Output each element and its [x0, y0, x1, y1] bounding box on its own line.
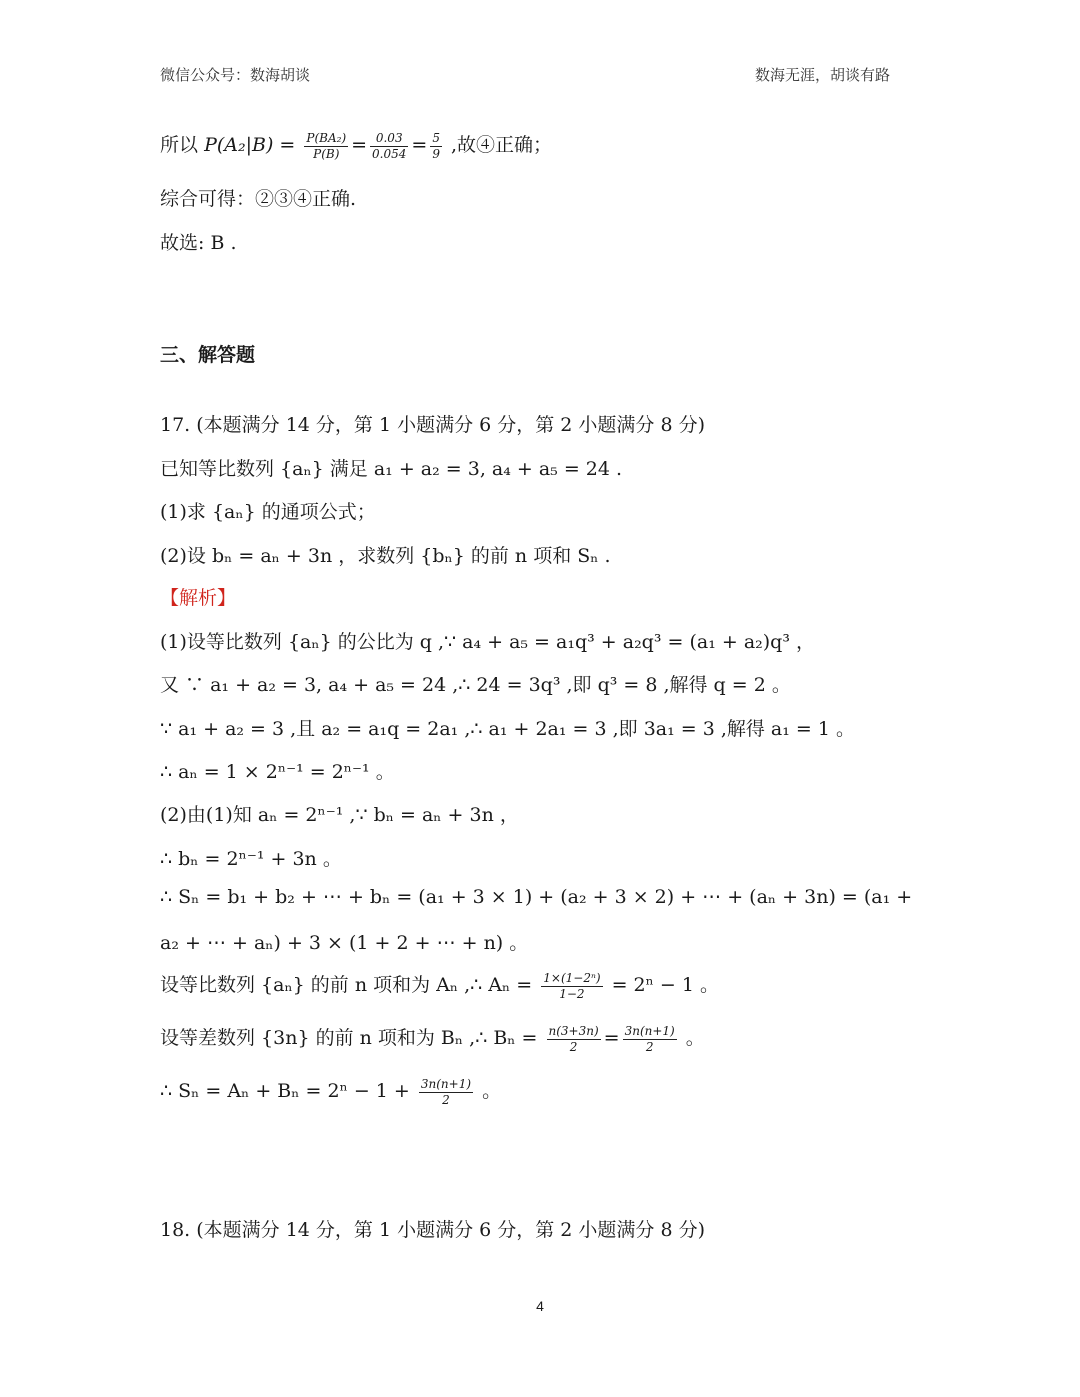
- s10-fraction-1-num: n(3+3n): [548, 1023, 599, 1038]
- prev-lhs: P(A₂|B) =: [204, 134, 296, 156]
- s10-pre: 设等差数列 {3n} 的前 n 项和为 Bₙ ,∴ Bₙ =: [160, 1027, 538, 1049]
- s11-post: 。: [482, 1080, 502, 1102]
- q17-head: 17. (本题满分 14 分，第 1 小题满分 6 分，第 2 小题满分 8 分): [160, 414, 706, 436]
- solution-line-2: 又 ∵ a₁ + a₂ = 3, a₄ + a₅ = 24 ,∴ 24 = 3q³ ,即 q³ = 8 ,解得 q = 2 。: [160, 674, 791, 696]
- solution-line-7: ∴ Sₙ = b₁ + b₂ + ⋯ + bₙ = (a₁ + 3 × 1) + (a₂ + 3 × 2) + ⋯ + (aₙ + 3n) = (a₁ +: [160, 886, 913, 908]
- fraction-3-den: 9: [432, 146, 440, 161]
- fraction-3: [430, 131, 442, 162]
- section-title: 三、解答题: [160, 344, 256, 366]
- fraction-1-num: P(BA₂): [306, 130, 347, 145]
- s9-fraction-num: 1×(1−2ⁿ): [543, 970, 601, 985]
- header-left: 微信公众号：数海胡谈: [160, 66, 311, 84]
- s10-fraction-2-num: 3n(n+1): [624, 1023, 675, 1038]
- prev-suffix: ,故④正确；: [451, 134, 553, 156]
- s10-fraction-1-den: 2: [569, 1039, 578, 1054]
- s11-fraction: [419, 1077, 473, 1108]
- fraction-1: [304, 131, 348, 162]
- solution-line-10: [160, 1023, 705, 1055]
- solution-line-1: (1)设等比数列 {aₙ} 的公比为 q ,∵ a₄ + a₅ = a₁q³ + a₂q³ = (a₁ + a₂)q³ ，: [160, 631, 815, 653]
- s11-pre: ∴ Sₙ = Aₙ + Bₙ = 2ⁿ − 1 +: [160, 1080, 410, 1102]
- fraction-2-den: 0.054: [372, 146, 407, 161]
- q18-head: 18. (本题满分 14 分，第 1 小题满分 6 分，第 2 小题满分 8 分): [160, 1219, 706, 1241]
- prev-prefix: 所以: [160, 134, 199, 156]
- header-right: 数海无涯，胡谈有路: [754, 66, 890, 84]
- s10-fraction-2: [623, 1024, 677, 1055]
- page-number: 4: [536, 1298, 544, 1314]
- s11-fraction-den: 2: [442, 1092, 450, 1107]
- q17-given: 已知等比数列 {aₙ} 满足 a₁ + a₂ = 3, a₄ + a₅ = 24 .: [160, 458, 623, 480]
- s9-post: = 2ⁿ − 1 。: [611, 974, 719, 996]
- fraction-3-num: 5: [432, 130, 440, 145]
- solution-line-5: (2)由(1)知 aₙ = 2ⁿ⁻¹ ,∵ bₙ = aₙ + 3n ，: [160, 804, 519, 826]
- solution-line-3: ∵ a₁ + a₂ = 3 ,且 a₂ = a₁q = 2a₁ ,∴ a₁ + 2a₁ = 3 ,即 3a₁ = 3 ,解得 a₁ = 1 。: [160, 718, 856, 740]
- solution-line-9: [160, 970, 719, 1002]
- solution-line-4: ∴ aₙ = 1 × 2ⁿ⁻¹ = 2ⁿ⁻¹ 。: [160, 761, 395, 783]
- fraction-2-num: 0.03: [370, 131, 408, 147]
- q17-part1: (1)求 {aₙ} 的通项公式；: [160, 501, 376, 523]
- s10-post: 。: [685, 1027, 705, 1049]
- solution-line-11: [160, 1076, 501, 1108]
- s9-fraction: [541, 971, 602, 1002]
- prev-choice: 故选: B .: [160, 232, 237, 254]
- analysis-tag: 【解析】: [160, 587, 237, 609]
- s9-pre: 设等比数列 {aₙ} 的前 n 项和为 Aₙ ,∴ Aₙ =: [160, 974, 533, 996]
- s9-fraction-den: 1−2: [559, 986, 585, 1001]
- solution-line-8: a₂ + ⋯ + aₙ) + 3 × (1 + 2 + ⋯ + n) 。: [160, 932, 529, 954]
- s11-fraction-num: 3n(n+1): [420, 1076, 472, 1091]
- s10-fraction-1: [547, 1024, 601, 1055]
- fraction-2: [370, 131, 408, 162]
- s10-equals: =: [603, 1027, 620, 1049]
- s10-fraction-2-den: 2: [645, 1039, 654, 1054]
- prev-summary: 综合可得：②③④正确.: [160, 188, 357, 210]
- solution-line-6: ∴ bₙ = 2ⁿ⁻¹ + 3n 。: [160, 848, 342, 870]
- prev-conclusion-line: 所以 P(A₂|B) = $\frac{\text{P(BA₂)}}{P(B)}$ = $\frac{0.03}{0.054}$ = $\frac{5}{9}$ ,故④正确；: [160, 130, 553, 161]
- q17-part2: (2)设 bₙ = aₙ + 3n ，求数列 {bₙ} 的前 n 项和 Sₙ .: [160, 545, 611, 567]
- fraction-1-den: P(B): [313, 146, 340, 161]
